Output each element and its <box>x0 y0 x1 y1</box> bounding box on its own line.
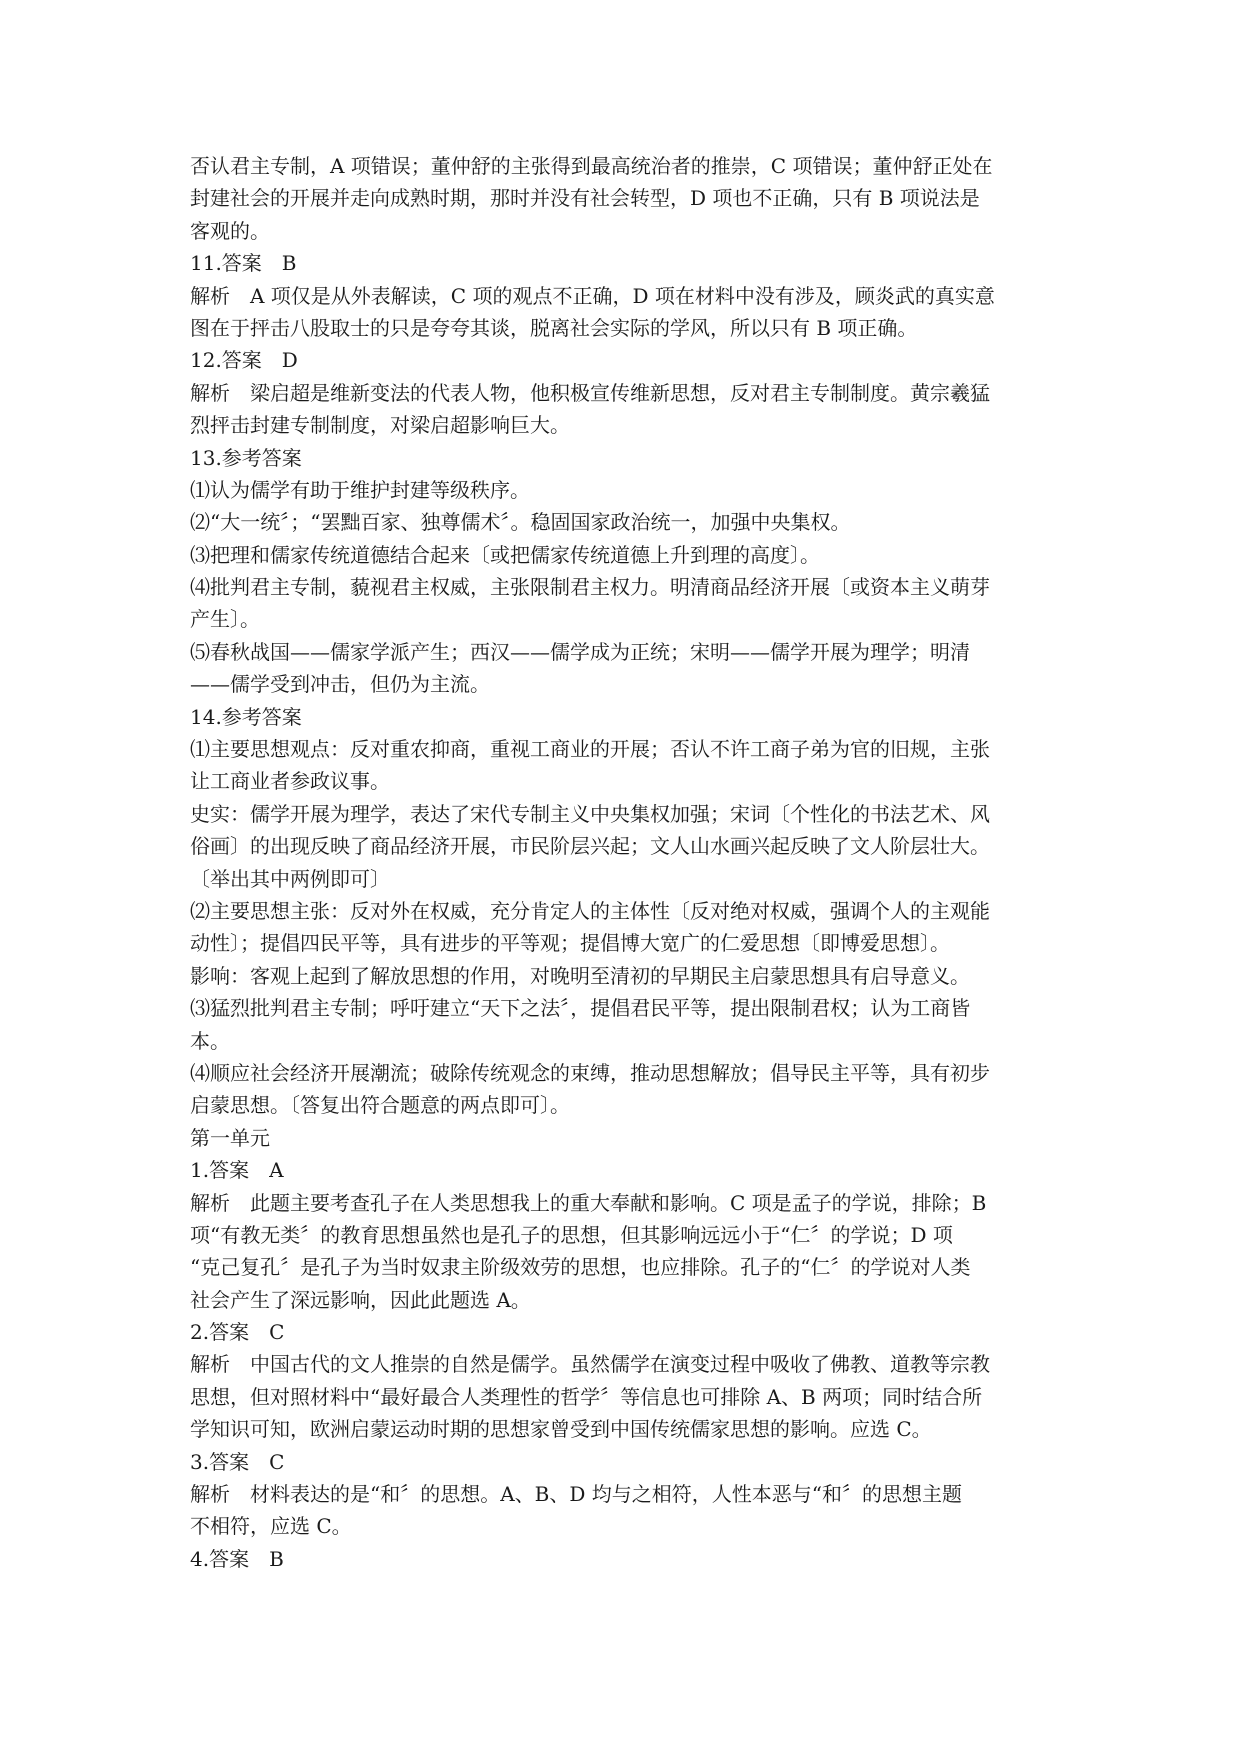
text-line: 俗画〕的出现反映了商品经济开展，市民阶层兴起；文人山水画兴起反映了文人阶层壮大。 <box>190 834 990 859</box>
text-line: ⑸春秋战国——儒家学派产生；西汉——儒学成为正统；宋明——儒学开展为理学；明清 <box>190 639 970 664</box>
text-line: 让工商业者参政议事。 <box>190 769 390 794</box>
text-line: ⑵“大一统〞；“罢黜百家、独尊儒术〞。稳固国家政治统一，加强中央集权。 <box>190 510 851 535</box>
text-line: ⑷批判君主专制，藐视君主权威，主张限制君主权力。明清商品经济开展〔或资本主义萌芽 <box>190 575 990 600</box>
answer-heading: 3.答案 C <box>190 1449 285 1474</box>
answer-heading: 14.参考答案 <box>190 704 302 729</box>
text-line: ⑴认为儒学有助于维护封建等级秩序。 <box>190 477 530 502</box>
text-line: 〔举出其中两例即可〕 <box>190 866 390 891</box>
answer-heading: 12.答案 D <box>190 348 298 373</box>
text-line: 启蒙思想。〔答复出符合题意的两点即可〕。 <box>190 1093 570 1118</box>
text-line: 烈抨击封建专制制度，对梁启超影响巨大。 <box>190 413 570 438</box>
section-heading: 第一单元 <box>190 1125 270 1150</box>
answer-heading: 1.答案 A <box>190 1158 284 1183</box>
text-line: 影响：客观上起到了解放思想的作用，对晚明至清初的早期民主启蒙思想具有启导意义。 <box>190 963 970 988</box>
text-line: 项“有教无类〞的教育思想虽然也是孔子的思想，但其影响远远小于“仁〞的学说；D 项 <box>190 1222 953 1247</box>
text-line: 图在于抨击八股取士的只是夸夸其谈，脱离社会实际的学风，所以只有 B 项正确。 <box>190 315 918 340</box>
text-line: 思想，但对照材料中“最好最合人类理性的哲学〞等信息也可排除 A、B 两项；同时结合所 <box>190 1384 983 1409</box>
text-line: ⑶把理和儒家传统道德结合起来〔或把儒家传统道德上升到理的高度〕。 <box>190 542 820 567</box>
text-line: 不相符，应选 C。 <box>190 1514 352 1539</box>
text-line: 解析 A 项仅是从外表解读，C 项的观点不正确，D 项在材料中没有涉及，顾炎武的真实意 <box>190 283 995 308</box>
text-line: 学知识可知，欧洲启蒙运动时期的思想家曾受到中国传统儒家思想的影响。应选 C。 <box>190 1417 932 1442</box>
text-line: 动性〕；提倡四民平等，具有进步的平等观；提倡博大宽广的仁爱思想〔即博爱思想〕。 <box>190 931 950 956</box>
text-line: “克己复孔〞是孔子为当时奴隶主阶级效劳的思想，也应排除。孔子的“仁〞的学说对人类 <box>190 1255 971 1280</box>
text-line: ⑵主要思想主张：反对外在权威，充分肯定人的主体性〔反对绝对权威，强调个人的主观能 <box>190 898 990 923</box>
text-line: 产生〕。 <box>190 607 260 632</box>
text-line: 解析 梁启超是维新变法的代表人物，他积极宣传维新思想，反对君主专制制度。黄宗羲猛 <box>190 380 990 405</box>
document-body <box>190 150 1060 1575</box>
text-line: ⑴主要思想观点：反对重农抑商，重视工商业的开展；否认不许工商子弟为官的旧规，主张 <box>190 737 990 762</box>
text-line: ——儒学受到冲击，但仍为主流。 <box>190 672 490 697</box>
text-line: 解析 中国古代的文人推崇的自然是儒学。虽然儒学在演变过程中吸收了佛教、道教等宗教 <box>190 1352 990 1377</box>
answer-heading: 11.答案 B <box>190 251 297 276</box>
text-line: 封建社会的开展并走向成熟时期，那时并没有社会转型，D 项也不正确，只有 B 项说法是 <box>190 186 980 211</box>
text-line: 否认君主专制，A 项错误；董仲舒的主张得到最高统治者的推崇，C 项错误；董仲舒正处在 <box>190 154 993 178</box>
text-line: ⑷顺应社会经济开展潮流；破除传统观念的束缚，推动思想解放；倡导民主平等，具有初步 <box>190 1060 990 1085</box>
text-line: 社会产生了深远影响，因此此题选 A。 <box>190 1287 531 1312</box>
text-line: ⑶猛烈批判君主专制；呼吁建立“天下之法〞，提倡君民平等，提出限制君权；认为工商皆 <box>190 996 971 1021</box>
text-line: 本。 <box>190 1028 230 1053</box>
answer-heading: 2.答案 C <box>190 1320 285 1345</box>
text-line: 客观的。 <box>190 218 270 243</box>
answer-heading: 13.参考答案 <box>190 445 302 470</box>
text-line: 解析 此题主要考查孔子在人类思想我上的重大奉献和影响。C 项是孟子的学说，排除；B <box>190 1190 987 1215</box>
answer-heading: 4.答案 B <box>190 1546 284 1571</box>
text-line: 史实：儒学开展为理学，表达了宋代专制主义中央集权加强；宋词〔个性化的书法艺术、风 <box>190 801 990 826</box>
text-line: 解析 材料表达的是“和〞的思想。A、B、D 均与之相符，人性本恶与“和〞的思想主题 <box>190 1482 962 1507</box>
